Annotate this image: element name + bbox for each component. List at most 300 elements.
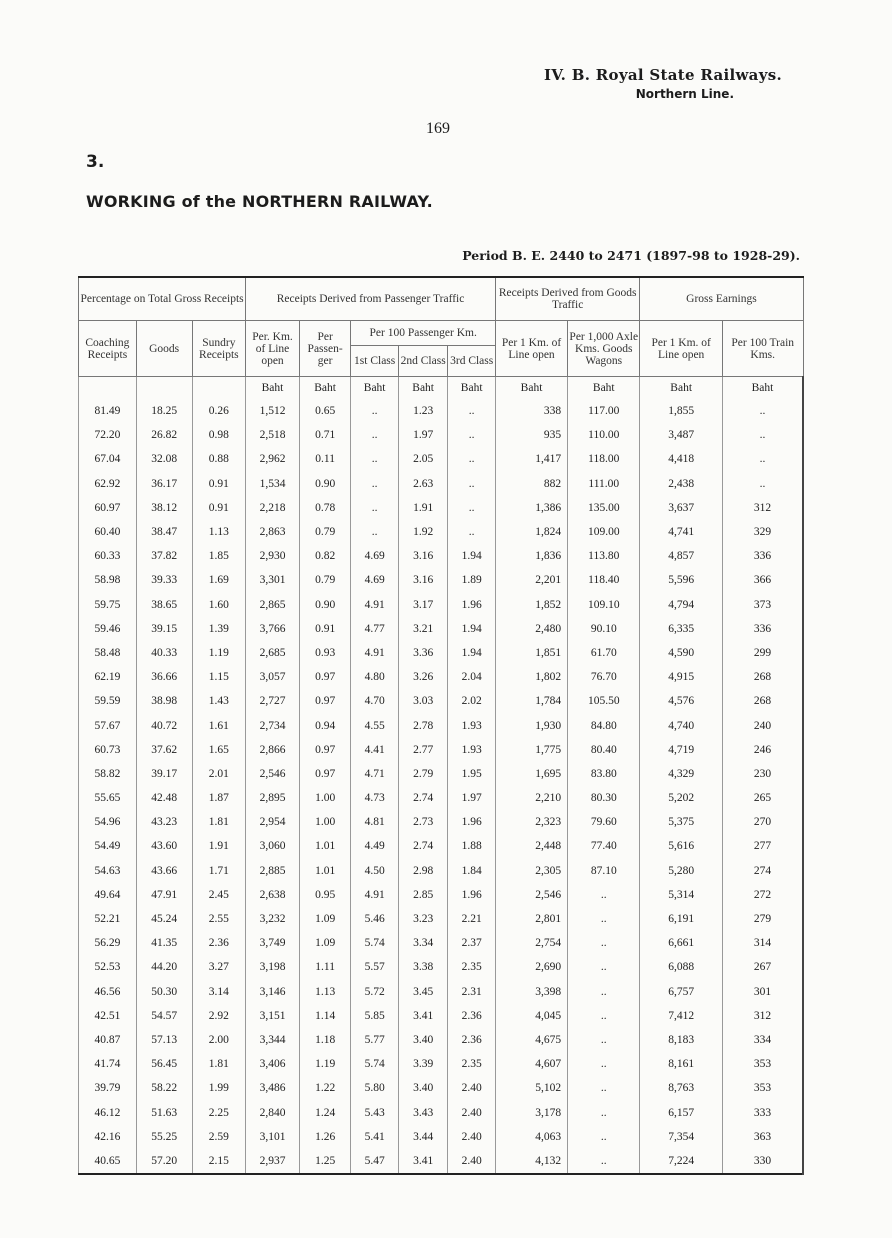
cell-sundry-pct: 0.98 — [192, 423, 246, 447]
cell-first-class: .. — [351, 496, 398, 520]
cell-gross-per-100: 334 — [722, 1028, 803, 1052]
cell-first-class: 4.77 — [351, 617, 398, 641]
cell-gross-per-100: 336 — [722, 617, 803, 641]
cell-sundry-pct: 0.91 — [192, 496, 246, 520]
cell-goods-per-1000: 84.80 — [568, 713, 640, 737]
cell-per-passenger: 1.25 — [299, 1149, 351, 1174]
cell-goods-per-km: 1,784 — [495, 689, 567, 713]
cell-per-passenger: 0.95 — [299, 883, 351, 907]
cell-per-km-line: 2,866 — [246, 738, 300, 762]
cell-first-class: .. — [351, 472, 398, 496]
cell-first-class: 4.91 — [351, 883, 398, 907]
cell-goods-pct: 38.65 — [136, 593, 192, 617]
cell-goods-per-1000: .. — [568, 955, 640, 979]
cell-sundry-pct: 1.39 — [192, 617, 246, 641]
cell-per-km-line: 3,344 — [246, 1028, 300, 1052]
cell-per-passenger: 0.71 — [299, 423, 351, 447]
cell-third-class: .. — [448, 496, 496, 520]
cell-goods-pct: 32.08 — [136, 447, 192, 471]
cell-per-passenger: 1.26 — [299, 1125, 351, 1149]
cell-third-class: 2.21 — [448, 907, 496, 931]
table-row — [79, 810, 804, 834]
cell-gross-per-km: 3,637 — [640, 496, 723, 520]
cell-gross-per-km: 4,740 — [640, 713, 723, 737]
cell-goods-per-km: 2,754 — [495, 931, 567, 955]
table-row — [79, 472, 804, 496]
cell-goods-pct: 41.35 — [136, 931, 192, 955]
table-row — [79, 568, 804, 592]
cell-goods-pct: 18.25 — [136, 399, 192, 423]
cell-first-class: 4.69 — [351, 544, 398, 568]
cell-gross-per-100: 230 — [722, 762, 803, 786]
table-row — [79, 447, 804, 471]
cell-goods-per-km: 1,852 — [495, 593, 567, 617]
period-label: Period B. E. 2440 to 2471 (1897-98 to 1928-29). — [462, 248, 800, 263]
cell-goods-pct: 43.23 — [136, 810, 192, 834]
cell-goods-per-1000: .. — [568, 1100, 640, 1124]
header-percentage-group: Percentage on Total Gross Receipts — [79, 277, 246, 321]
cell-per-km-line: 3,406 — [246, 1052, 300, 1076]
cell-coaching-pct: 41.74 — [79, 1052, 137, 1076]
cell-gross-per-km: 1,855 — [640, 399, 723, 423]
cell-second-class: 2.73 — [398, 810, 448, 834]
section-title: IV. B. Royal State Railways. — [544, 66, 782, 84]
cell-coaching-pct: 40.65 — [79, 1149, 137, 1174]
cell-sundry-pct: 0.91 — [192, 472, 246, 496]
cell-gross-per-100: .. — [722, 423, 803, 447]
cell-per-passenger: 1.09 — [299, 907, 351, 931]
cell-gross-per-km: 5,280 — [640, 859, 723, 883]
cell-third-class: 1.94 — [448, 544, 496, 568]
cell-per-km-line: 2,937 — [246, 1149, 300, 1174]
cell-goods-per-km: 1,824 — [495, 520, 567, 544]
cell-first-class: 4.91 — [351, 593, 398, 617]
cell-goods-per-km: 2,801 — [495, 907, 567, 931]
cell-gross-per-100: 336 — [722, 544, 803, 568]
cell-gross-per-km: 5,596 — [640, 568, 723, 592]
cell-second-class: 2.74 — [398, 834, 448, 858]
cell-per-passenger: 1.09 — [299, 931, 351, 955]
header-gross-group: Gross Earnings — [640, 277, 803, 321]
cell-goods-per-1000: .. — [568, 1149, 640, 1174]
cell-gross-per-100: 272 — [722, 883, 803, 907]
cell-goods-per-1000: 90.10 — [568, 617, 640, 641]
cell-coaching-pct: 55.65 — [79, 786, 137, 810]
cell-gross-per-km: 2,438 — [640, 472, 723, 496]
cell-first-class: 5.74 — [351, 931, 398, 955]
header-goods-per-km: Per 1 Km. of Line open — [495, 321, 567, 377]
cell-gross-per-100: 366 — [722, 568, 803, 592]
unit-label: Baht — [722, 377, 803, 400]
cell-sundry-pct: 1.13 — [192, 520, 246, 544]
cell-goods-pct: 37.62 — [136, 738, 192, 762]
cell-gross-per-100: 312 — [722, 1004, 803, 1028]
cell-third-class: 2.40 — [448, 1076, 496, 1100]
cell-second-class: 3.43 — [398, 1100, 448, 1124]
cell-gross-per-100: 277 — [722, 834, 803, 858]
cell-third-class: 2.40 — [448, 1149, 496, 1174]
cell-goods-pct: 58.22 — [136, 1076, 192, 1100]
cell-first-class: 4.91 — [351, 641, 398, 665]
cell-goods-per-1000: .. — [568, 1076, 640, 1100]
table-row — [79, 544, 804, 568]
cell-gross-per-km: 5,202 — [640, 786, 723, 810]
cell-goods-per-km: 1,930 — [495, 713, 567, 737]
cell-goods-per-1000: 110.00 — [568, 423, 640, 447]
line-name: Northern Line. — [635, 87, 734, 101]
cell-goods-per-km: 2,210 — [495, 786, 567, 810]
cell-goods-per-km: 1,836 — [495, 544, 567, 568]
cell-per-passenger: 1.13 — [299, 980, 351, 1004]
cell-second-class: 1.91 — [398, 496, 448, 520]
cell-per-km-line: 2,518 — [246, 423, 300, 447]
cell-per-passenger: 1.11 — [299, 955, 351, 979]
cell-first-class: 4.73 — [351, 786, 398, 810]
cell-gross-per-km: 8,183 — [640, 1028, 723, 1052]
cell-first-class: 4.71 — [351, 762, 398, 786]
cell-goods-per-km: 2,448 — [495, 834, 567, 858]
table-row — [79, 955, 804, 979]
table-row — [79, 665, 804, 689]
cell-goods-pct: 42.48 — [136, 786, 192, 810]
cell-per-km-line: 2,962 — [246, 447, 300, 471]
cell-per-passenger: 0.97 — [299, 665, 351, 689]
header-per100-group: Per 100 Passenger Km. — [351, 321, 496, 346]
cell-per-passenger: 0.91 — [299, 617, 351, 641]
cell-per-km-line: 2,930 — [246, 544, 300, 568]
unit-label: Baht — [299, 377, 351, 400]
cell-second-class: 1.23 — [398, 399, 448, 423]
cell-goods-per-1000: 113.80 — [568, 544, 640, 568]
cell-goods-pct: 38.98 — [136, 689, 192, 713]
cell-gross-per-100: 274 — [722, 859, 803, 883]
cell-goods-per-km: 2,323 — [495, 810, 567, 834]
cell-third-class: 1.96 — [448, 883, 496, 907]
header-gross-per-100: Per 100 Train Kms. — [722, 321, 803, 377]
table-row — [79, 1125, 804, 1149]
table-row — [79, 1149, 804, 1174]
cell-sundry-pct: 1.91 — [192, 834, 246, 858]
table-row — [79, 738, 804, 762]
cell-third-class: 2.35 — [448, 955, 496, 979]
cell-goods-pct: 36.66 — [136, 665, 192, 689]
header-second-class: 2nd Class — [398, 346, 448, 377]
cell-coaching-pct: 60.73 — [79, 738, 137, 762]
header-goods: Goods — [136, 321, 192, 377]
cell-gross-per-km: 4,915 — [640, 665, 723, 689]
cell-third-class: 2.36 — [448, 1028, 496, 1052]
cell-gross-per-100: .. — [722, 447, 803, 471]
cell-second-class: 2.63 — [398, 472, 448, 496]
cell-per-passenger: 0.79 — [299, 520, 351, 544]
cell-first-class: 4.49 — [351, 834, 398, 858]
cell-goods-pct: 36.17 — [136, 472, 192, 496]
cell-per-passenger: 1.01 — [299, 859, 351, 883]
cell-goods-per-1000: 61.70 — [568, 641, 640, 665]
cell-coaching-pct: 46.56 — [79, 980, 137, 1004]
cell-sundry-pct: 1.43 — [192, 689, 246, 713]
cell-goods-per-1000: .. — [568, 1028, 640, 1052]
cell-per-passenger: 1.24 — [299, 1100, 351, 1124]
header-per-km-line: Per. Km. of Line open — [246, 321, 300, 377]
cell-third-class: 1.84 — [448, 859, 496, 883]
cell-gross-per-100: 268 — [722, 689, 803, 713]
cell-goods-per-1000: .. — [568, 931, 640, 955]
cell-goods-per-1000: 135.00 — [568, 496, 640, 520]
cell-first-class: .. — [351, 447, 398, 471]
cell-per-passenger: 1.18 — [299, 1028, 351, 1052]
cell-gross-per-km: 8,161 — [640, 1052, 723, 1076]
cell-third-class: .. — [448, 472, 496, 496]
cell-per-km-line: 3,101 — [246, 1125, 300, 1149]
cell-goods-per-1000: .. — [568, 1125, 640, 1149]
cell-gross-per-100: 312 — [722, 496, 803, 520]
cell-gross-per-100: 268 — [722, 665, 803, 689]
cell-sundry-pct: 1.99 — [192, 1076, 246, 1100]
cell-first-class: 4.50 — [351, 859, 398, 883]
cell-gross-per-km: 7,224 — [640, 1149, 723, 1174]
cell-coaching-pct: 52.53 — [79, 955, 137, 979]
cell-sundry-pct: 3.27 — [192, 955, 246, 979]
cell-gross-per-km: 4,576 — [640, 689, 723, 713]
cell-third-class: 2.02 — [448, 689, 496, 713]
cell-goods-per-1000: 118.00 — [568, 447, 640, 471]
cell-coaching-pct: 49.64 — [79, 883, 137, 907]
cell-sundry-pct: 1.65 — [192, 738, 246, 762]
cell-per-km-line: 2,546 — [246, 762, 300, 786]
cell-goods-pct: 39.17 — [136, 762, 192, 786]
cell-gross-per-km: 4,857 — [640, 544, 723, 568]
cell-second-class: 3.40 — [398, 1028, 448, 1052]
header-sundry: Sundry Receipts — [192, 321, 246, 377]
cell-sundry-pct: 2.92 — [192, 1004, 246, 1028]
cell-coaching-pct: 60.97 — [79, 496, 137, 520]
cell-coaching-pct: 59.75 — [79, 593, 137, 617]
cell-second-class: 3.16 — [398, 568, 448, 592]
cell-per-km-line: 3,301 — [246, 568, 300, 592]
cell-second-class: 2.05 — [398, 447, 448, 471]
table-row — [79, 617, 804, 641]
cell-gross-per-km: 5,375 — [640, 810, 723, 834]
cell-goods-per-km: 4,607 — [495, 1052, 567, 1076]
table-row — [79, 1028, 804, 1052]
cell-third-class: .. — [448, 447, 496, 471]
cell-gross-per-km: 5,314 — [640, 883, 723, 907]
cell-gross-per-100: 353 — [722, 1076, 803, 1100]
cell-per-km-line: 2,685 — [246, 641, 300, 665]
cell-first-class: 5.47 — [351, 1149, 398, 1174]
table-row — [79, 1052, 804, 1076]
cell-third-class: 2.35 — [448, 1052, 496, 1076]
cell-goods-per-km: 1,417 — [495, 447, 567, 471]
cell-per-passenger: 0.90 — [299, 593, 351, 617]
cell-goods-pct: 51.63 — [136, 1100, 192, 1124]
table-row — [79, 423, 804, 447]
cell-goods-pct: 40.33 — [136, 641, 192, 665]
cell-goods-per-km: 2,690 — [495, 955, 567, 979]
cell-coaching-pct: 58.48 — [79, 641, 137, 665]
cell-third-class: 2.04 — [448, 665, 496, 689]
cell-per-km-line: 2,895 — [246, 786, 300, 810]
cell-goods-per-km: 5,102 — [495, 1076, 567, 1100]
cell-coaching-pct: 40.87 — [79, 1028, 137, 1052]
cell-goods-pct: 57.20 — [136, 1149, 192, 1174]
cell-per-passenger: 0.11 — [299, 447, 351, 471]
cell-goods-pct: 40.72 — [136, 713, 192, 737]
cell-coaching-pct: 72.20 — [79, 423, 137, 447]
cell-per-passenger: 1.01 — [299, 834, 351, 858]
cell-second-class: 3.44 — [398, 1125, 448, 1149]
cell-third-class: 1.94 — [448, 641, 496, 665]
cell-goods-pct: 38.12 — [136, 496, 192, 520]
cell-gross-per-100: 373 — [722, 593, 803, 617]
cell-coaching-pct: 62.19 — [79, 665, 137, 689]
cell-goods-pct: 39.33 — [136, 568, 192, 592]
cell-goods-pct: 56.45 — [136, 1052, 192, 1076]
cell-goods-per-km: 4,045 — [495, 1004, 567, 1028]
unit-label: Baht — [495, 377, 567, 400]
section-number: 3. — [86, 152, 105, 172]
cell-goods-per-1000: 87.10 — [568, 859, 640, 883]
cell-per-km-line: 3,232 — [246, 907, 300, 931]
table-row — [79, 1076, 804, 1100]
cell-goods-pct: 43.60 — [136, 834, 192, 858]
cell-sundry-pct: 2.01 — [192, 762, 246, 786]
cell-sundry-pct: 2.59 — [192, 1125, 246, 1149]
unit-label: Baht — [568, 377, 640, 400]
cell-per-km-line: 2,638 — [246, 883, 300, 907]
cell-gross-per-100: 301 — [722, 980, 803, 1004]
cell-goods-pct: 37.82 — [136, 544, 192, 568]
cell-sundry-pct: 2.55 — [192, 907, 246, 931]
table-row — [79, 786, 804, 810]
cell-goods-per-1000: .. — [568, 883, 640, 907]
cell-per-km-line: 3,749 — [246, 931, 300, 955]
cell-goods-per-1000: 109.00 — [568, 520, 640, 544]
cell-third-class: 1.97 — [448, 786, 496, 810]
cell-second-class: 3.40 — [398, 1076, 448, 1100]
cell-coaching-pct: 58.82 — [79, 762, 137, 786]
cell-per-passenger: 1.14 — [299, 1004, 351, 1028]
cell-sundry-pct: 1.69 — [192, 568, 246, 592]
cell-goods-pct: 47.91 — [136, 883, 192, 907]
cell-goods-per-km: 4,132 — [495, 1149, 567, 1174]
cell-first-class: 5.80 — [351, 1076, 398, 1100]
cell-gross-per-100: 314 — [722, 931, 803, 955]
cell-sundry-pct: 1.15 — [192, 665, 246, 689]
cell-sundry-pct: 1.61 — [192, 713, 246, 737]
cell-gross-per-100: 265 — [722, 786, 803, 810]
units-row — [79, 377, 804, 400]
unit-label: Baht — [246, 377, 300, 400]
table-row — [79, 762, 804, 786]
cell-second-class: 3.26 — [398, 665, 448, 689]
cell-goods-per-1000: .. — [568, 907, 640, 931]
cell-coaching-pct: 54.96 — [79, 810, 137, 834]
header-goods-per-1000: Per 1,000 Axle Kms. Goods Wagons — [568, 321, 640, 377]
cell-sundry-pct: 2.25 — [192, 1100, 246, 1124]
cell-gross-per-km: 6,661 — [640, 931, 723, 955]
cell-per-km-line: 2,954 — [246, 810, 300, 834]
table-row — [79, 399, 804, 423]
cell-per-passenger: 0.94 — [299, 713, 351, 737]
cell-goods-per-km: 4,063 — [495, 1125, 567, 1149]
cell-second-class: 3.38 — [398, 955, 448, 979]
header-goods-group: Receipts Derived from Goods Traffic — [495, 277, 639, 321]
cell-first-class: .. — [351, 520, 398, 544]
cell-gross-per-km: 6,088 — [640, 955, 723, 979]
cell-per-passenger: 0.78 — [299, 496, 351, 520]
cell-second-class: 3.34 — [398, 931, 448, 955]
header-coaching: Coaching Receipts — [79, 321, 137, 377]
cell-first-class: 5.74 — [351, 1052, 398, 1076]
cell-sundry-pct: 1.19 — [192, 641, 246, 665]
cell-second-class: 3.36 — [398, 641, 448, 665]
cell-goods-per-1000: .. — [568, 980, 640, 1004]
cell-goods-per-km: 2,201 — [495, 568, 567, 592]
cell-goods-per-km: 2,480 — [495, 617, 567, 641]
cell-goods-per-km: 1,802 — [495, 665, 567, 689]
header-gross-per-km: Per 1 Km. of Line open — [640, 321, 723, 377]
table-row — [79, 496, 804, 520]
cell-third-class: .. — [448, 423, 496, 447]
cell-second-class: 3.23 — [398, 907, 448, 931]
cell-third-class: .. — [448, 399, 496, 423]
cell-per-km-line: 2,863 — [246, 520, 300, 544]
cell-gross-per-km: 5,616 — [640, 834, 723, 858]
cell-coaching-pct: 54.49 — [79, 834, 137, 858]
cell-per-km-line: 3,151 — [246, 1004, 300, 1028]
cell-sundry-pct: 3.14 — [192, 980, 246, 1004]
cell-second-class: 2.98 — [398, 859, 448, 883]
cell-goods-pct: 54.57 — [136, 1004, 192, 1028]
cell-sundry-pct: 1.60 — [192, 593, 246, 617]
cell-per-passenger: 1.00 — [299, 786, 351, 810]
cell-coaching-pct: 60.40 — [79, 520, 137, 544]
cell-gross-per-100: .. — [722, 399, 803, 423]
cell-goods-per-1000: .. — [568, 1052, 640, 1076]
cell-gross-per-100: .. — [722, 472, 803, 496]
cell-coaching-pct: 54.63 — [79, 859, 137, 883]
cell-goods-pct: 39.15 — [136, 617, 192, 641]
cell-goods-per-km: 2,305 — [495, 859, 567, 883]
cell-second-class: 2.85 — [398, 883, 448, 907]
cell-third-class: 1.96 — [448, 810, 496, 834]
cell-goods-per-km: 338 — [495, 399, 567, 423]
cell-first-class: .. — [351, 423, 398, 447]
cell-goods-pct: 44.20 — [136, 955, 192, 979]
cell-gross-per-100: 330 — [722, 1149, 803, 1174]
cell-goods-per-1000: 83.80 — [568, 762, 640, 786]
cell-third-class: 1.89 — [448, 568, 496, 592]
cell-second-class: 2.79 — [398, 762, 448, 786]
cell-per-km-line: 3,486 — [246, 1076, 300, 1100]
cell-third-class: .. — [448, 520, 496, 544]
header-per-passenger: Per Passen- ger — [299, 321, 351, 377]
cell-sundry-pct: 2.45 — [192, 883, 246, 907]
cell-goods-per-1000: 77.40 — [568, 834, 640, 858]
cell-gross-per-100: 279 — [722, 907, 803, 931]
cell-goods-pct: 50.30 — [136, 980, 192, 1004]
table-row — [79, 713, 804, 737]
cell-coaching-pct: 62.92 — [79, 472, 137, 496]
cell-first-class: 4.41 — [351, 738, 398, 762]
cell-goods-per-1000: .. — [568, 1004, 640, 1028]
cell-per-km-line: 3,146 — [246, 980, 300, 1004]
cell-first-class: 5.46 — [351, 907, 398, 931]
cell-goods-per-1000: 118.40 — [568, 568, 640, 592]
table-row — [79, 641, 804, 665]
